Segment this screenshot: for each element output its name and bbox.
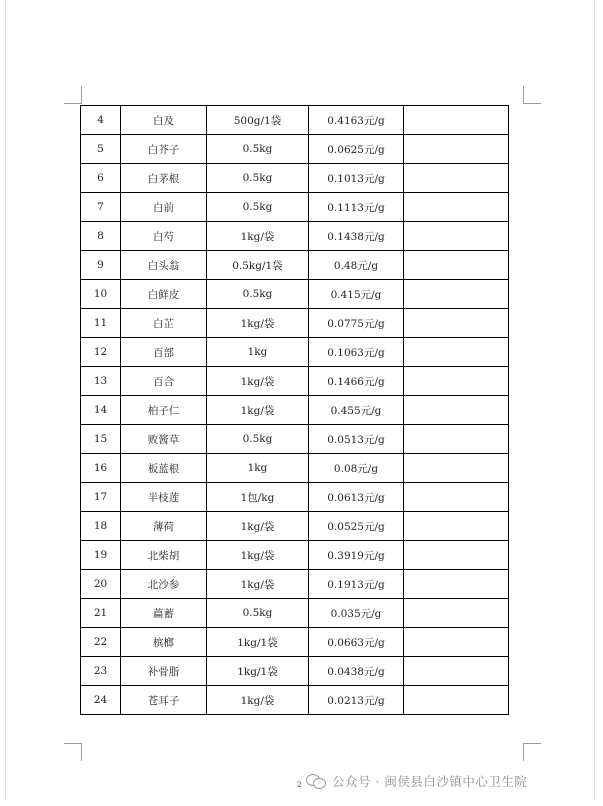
table-row — [81, 396, 509, 425]
herb-name: 半枝莲 — [121, 483, 207, 512]
herb-name: 白茅根 — [121, 164, 207, 193]
empty-cell — [404, 280, 509, 309]
herb-name: 败酱草 — [121, 425, 207, 454]
row-number: 8 — [81, 222, 121, 251]
empty-cell — [404, 164, 509, 193]
herb-name: 萹蓄 — [121, 599, 207, 628]
unit-price: 0.1013元/g — [309, 164, 404, 193]
herb-name: 槟榔 — [121, 628, 207, 657]
table-row — [81, 657, 509, 686]
herb-name: 白前 — [121, 193, 207, 222]
herb-name: 北沙参 — [121, 570, 207, 599]
watermark — [306, 772, 527, 790]
unit-price: 0.3919元/g — [309, 541, 404, 570]
unit-price: 0.4163元/g — [309, 106, 404, 135]
empty-cell — [404, 599, 509, 628]
watermark-text: 公众号 · 闽侯县白沙镇中心卫生院 — [332, 774, 528, 789]
empty-cell — [404, 454, 509, 483]
table-row — [81, 164, 509, 193]
table-body — [81, 106, 509, 715]
herb-name: 百合 — [121, 367, 207, 396]
unit-price: 0.0525元/g — [309, 512, 404, 541]
empty-cell — [404, 251, 509, 280]
package-spec: 1kg — [207, 454, 309, 483]
crop-mark-top-left — [64, 86, 82, 104]
table-row — [81, 425, 509, 454]
package-spec: 1kg/袋 — [207, 512, 309, 541]
unit-price: 0.1113元/g — [309, 193, 404, 222]
package-spec: 1kg/袋 — [207, 686, 309, 715]
table-row — [81, 251, 509, 280]
package-spec: 1kg/1袋 — [207, 657, 309, 686]
herb-name: 百部 — [121, 338, 207, 367]
row-number: 5 — [81, 135, 121, 164]
empty-cell — [404, 396, 509, 425]
empty-cell — [404, 367, 509, 396]
row-number: 11 — [81, 309, 121, 338]
unit-price: 0.08元/g — [309, 454, 404, 483]
empty-cell — [404, 309, 509, 338]
crop-mark-bottom-right — [523, 743, 541, 761]
herb-name: 北柴胡 — [121, 541, 207, 570]
row-number: 13 — [81, 367, 121, 396]
table-row — [81, 367, 509, 396]
row-number: 19 — [81, 541, 121, 570]
package-spec: 1kg/袋 — [207, 396, 309, 425]
row-number: 17 — [81, 483, 121, 512]
empty-cell — [404, 338, 509, 367]
package-spec: 0.5kg/1袋 — [207, 251, 309, 280]
row-number: 9 — [81, 251, 121, 280]
table-row — [81, 512, 509, 541]
row-number: 21 — [81, 599, 121, 628]
unit-price: 0.035元/g — [309, 599, 404, 628]
row-number: 24 — [81, 686, 121, 715]
table-row — [81, 309, 509, 338]
empty-cell — [404, 135, 509, 164]
package-spec: 500g/1袋 — [207, 106, 309, 135]
unit-price: 0.48元/g — [309, 251, 404, 280]
table-row — [81, 280, 509, 309]
unit-price: 0.0513元/g — [309, 425, 404, 454]
herb-name: 补骨脂 — [121, 657, 207, 686]
empty-cell — [404, 106, 509, 135]
row-number: 14 — [81, 396, 121, 425]
unit-price: 0.1438元/g — [309, 222, 404, 251]
herb-name: 白头翁 — [121, 251, 207, 280]
herb-price-table — [80, 105, 509, 715]
row-number: 7 — [81, 193, 121, 222]
empty-cell — [404, 628, 509, 657]
row-number: 12 — [81, 338, 121, 367]
table-row — [81, 193, 509, 222]
table-row — [81, 628, 509, 657]
unit-price: 0.1913元/g — [309, 570, 404, 599]
package-spec: 1kg/1袋 — [207, 628, 309, 657]
row-number: 6 — [81, 164, 121, 193]
package-spec: 1kg — [207, 338, 309, 367]
herb-name: 白芷 — [121, 309, 207, 338]
crop-mark-bottom-left — [64, 743, 82, 761]
package-spec: 0.5kg — [207, 135, 309, 164]
row-number: 15 — [81, 425, 121, 454]
row-number: 16 — [81, 454, 121, 483]
page-number: 2 — [297, 781, 302, 789]
unit-price: 0.0213元/g — [309, 686, 404, 715]
herb-name: 薄荷 — [121, 512, 207, 541]
empty-cell — [404, 483, 509, 512]
herb-name: 白鲜皮 — [121, 280, 207, 309]
empty-cell — [404, 222, 509, 251]
herb-name: 苍耳子 — [121, 686, 207, 715]
unit-price: 0.1466元/g — [309, 367, 404, 396]
package-spec: 1kg/袋 — [207, 222, 309, 251]
unit-price: 0.0625元/g — [309, 135, 404, 164]
row-number: 10 — [81, 280, 121, 309]
package-spec: 1kg/袋 — [207, 309, 309, 338]
package-spec: 1kg/袋 — [207, 541, 309, 570]
empty-cell — [404, 570, 509, 599]
package-spec: 0.5kg — [207, 280, 309, 309]
unit-price: 0.415元/g — [309, 280, 404, 309]
package-spec: 1kg/袋 — [207, 367, 309, 396]
package-spec: 0.5kg — [207, 193, 309, 222]
package-spec: 1包/kg — [207, 483, 309, 512]
empty-cell — [404, 686, 509, 715]
crop-mark-top-right — [523, 86, 541, 104]
package-spec: 0.5kg — [207, 164, 309, 193]
herb-name: 白及 — [121, 106, 207, 135]
table-row — [81, 338, 509, 367]
table-row — [81, 483, 509, 512]
table-row — [81, 541, 509, 570]
row-number: 23 — [81, 657, 121, 686]
unit-price: 0.0438元/g — [309, 657, 404, 686]
empty-cell — [404, 541, 509, 570]
wechat-icon — [306, 773, 326, 789]
row-number: 4 — [81, 106, 121, 135]
table-row — [81, 106, 509, 135]
empty-cell — [404, 512, 509, 541]
row-number: 18 — [81, 512, 121, 541]
empty-cell — [404, 657, 509, 686]
herb-name: 柏子仁 — [121, 396, 207, 425]
row-number: 22 — [81, 628, 121, 657]
unit-price: 0.0663元/g — [309, 628, 404, 657]
herb-name: 白芍 — [121, 222, 207, 251]
row-number: 20 — [81, 570, 121, 599]
table-row — [81, 686, 509, 715]
table-row — [81, 599, 509, 628]
empty-cell — [404, 425, 509, 454]
package-spec: 1kg/袋 — [207, 570, 309, 599]
unit-price: 0.1063元/g — [309, 338, 404, 367]
unit-price: 0.0775元/g — [309, 309, 404, 338]
package-spec: 0.5kg — [207, 425, 309, 454]
empty-cell — [404, 193, 509, 222]
table-row — [81, 222, 509, 251]
table-row — [81, 135, 509, 164]
table-row — [81, 454, 509, 483]
herb-name: 白芥子 — [121, 135, 207, 164]
table-row — [81, 570, 509, 599]
unit-price: 0.0613元/g — [309, 483, 404, 512]
unit-price: 0.455元/g — [309, 396, 404, 425]
herb-name: 板蓝根 — [121, 454, 207, 483]
package-spec: 0.5kg — [207, 599, 309, 628]
